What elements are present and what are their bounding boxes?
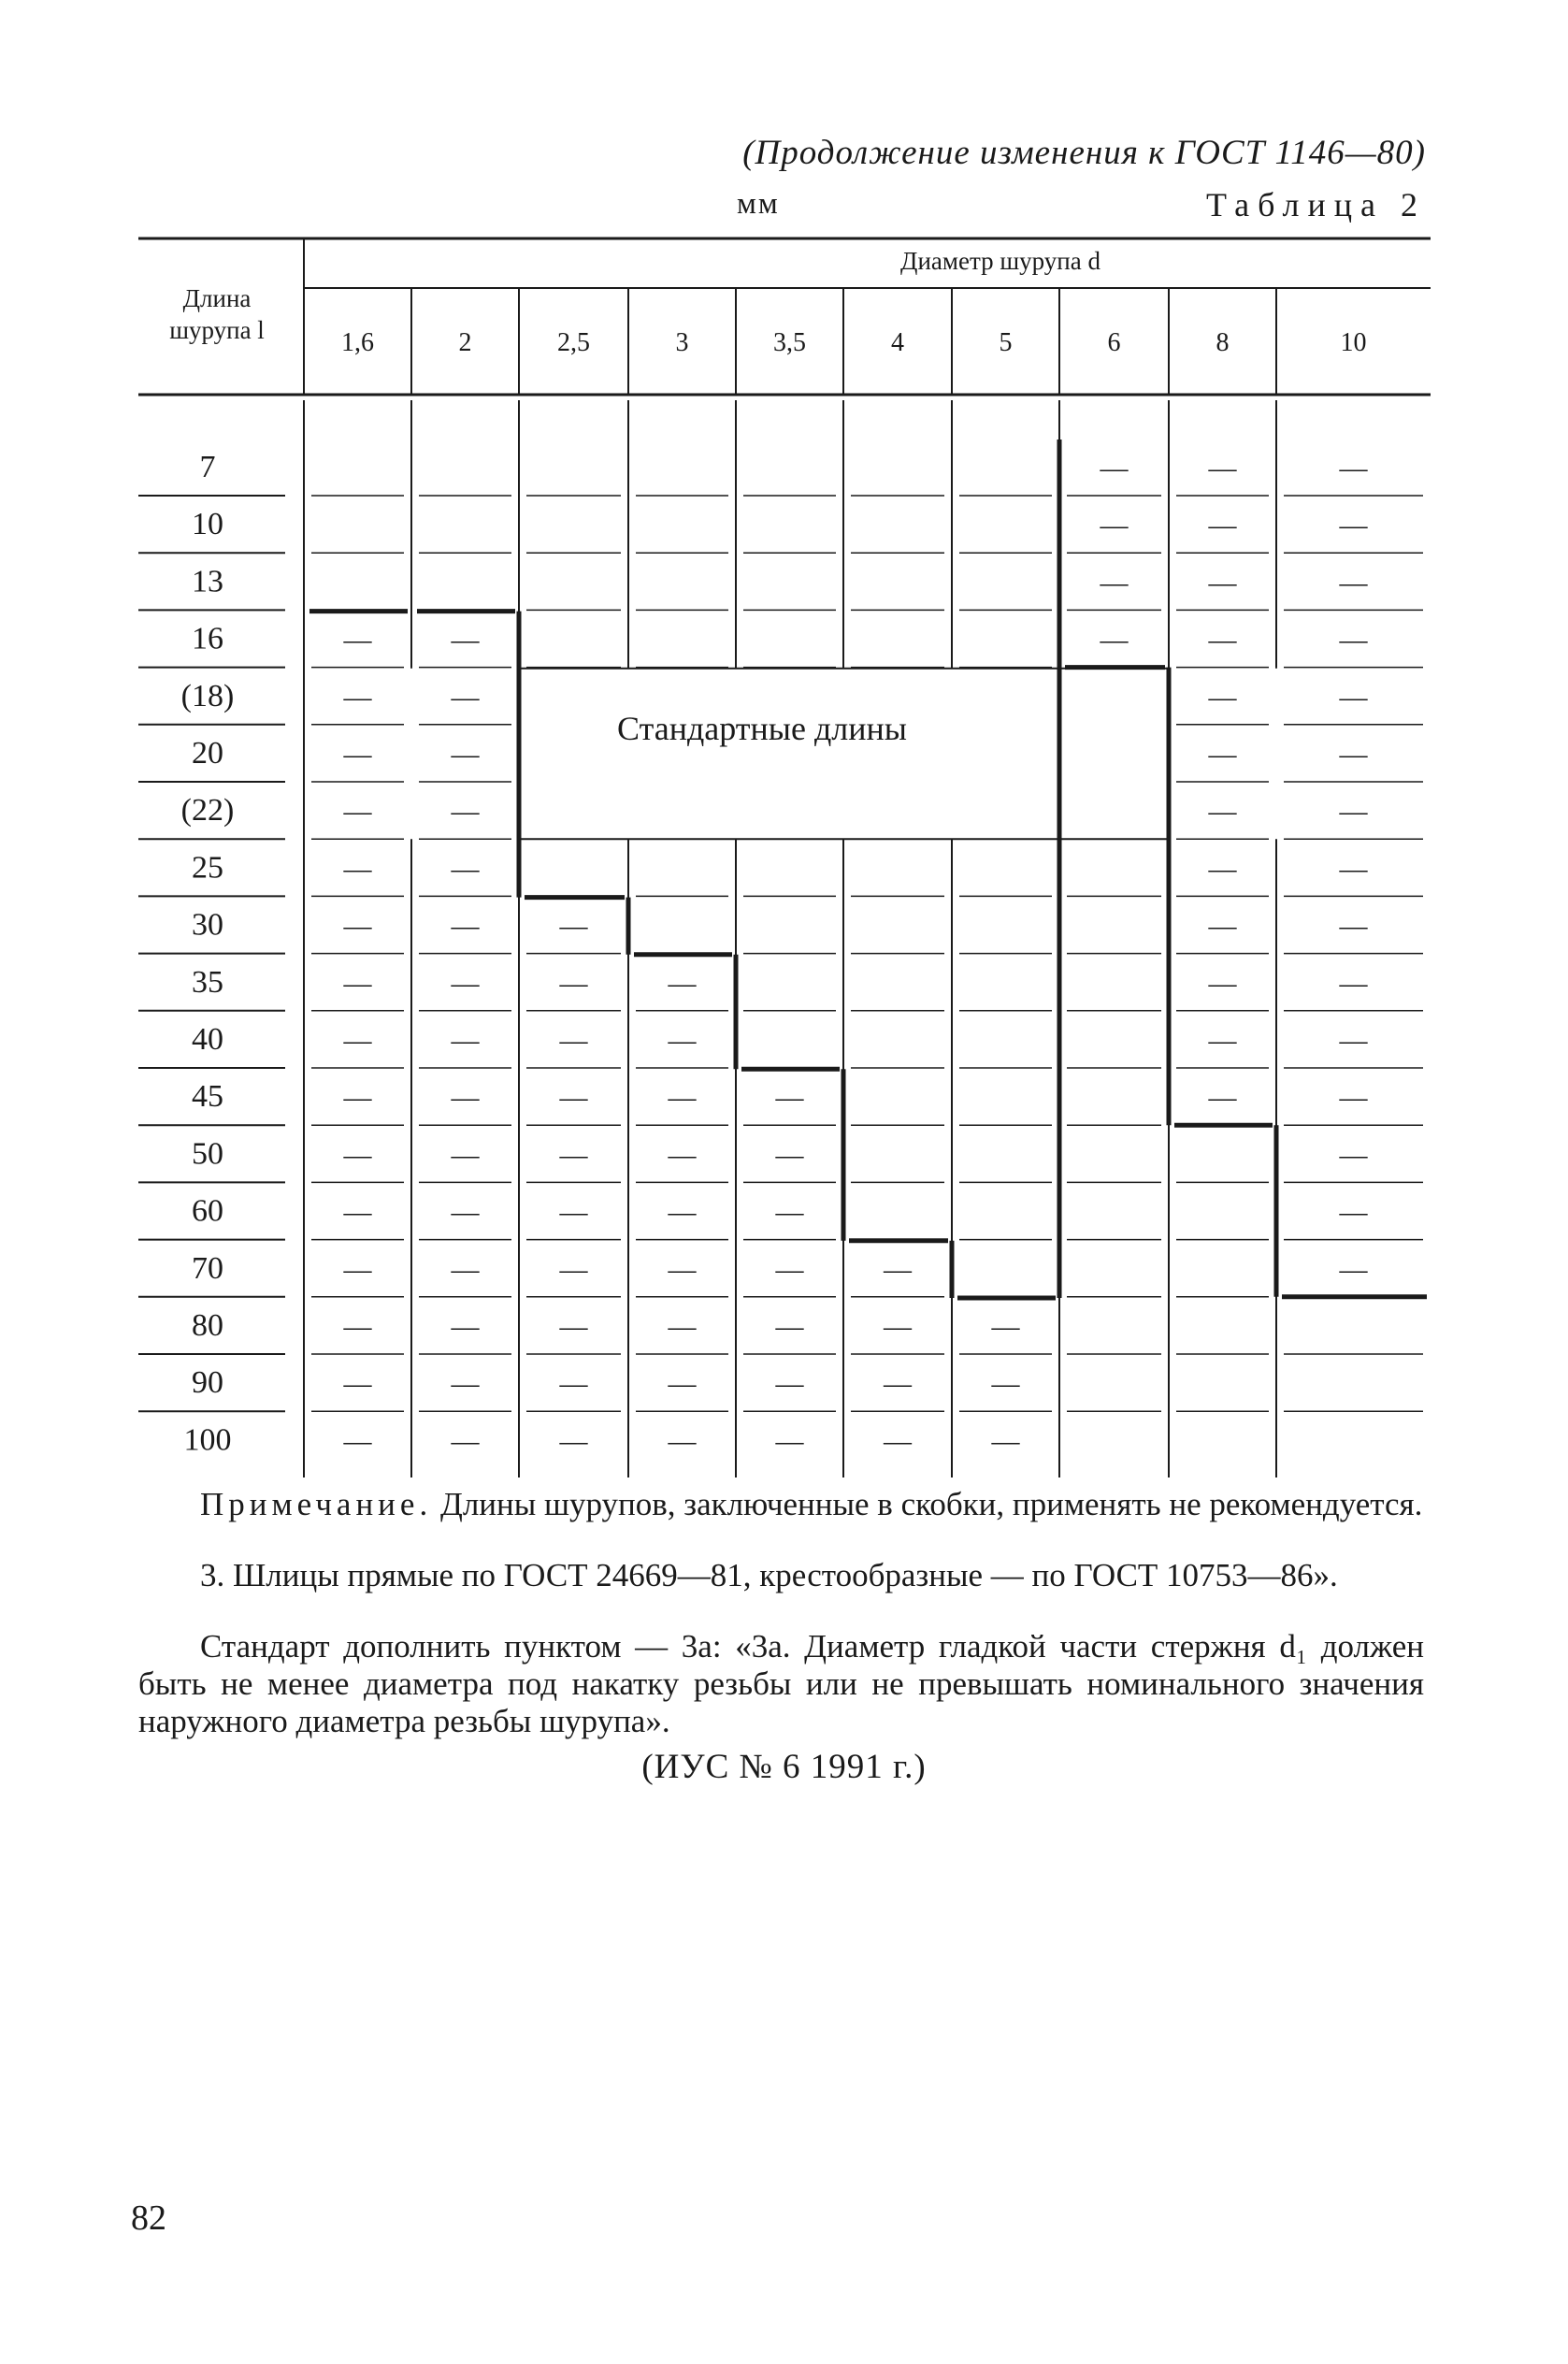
length-label: (22) [180, 793, 235, 829]
nonstandard-dash: — [775, 1425, 804, 1457]
nonstandard-dash: — [1100, 624, 1129, 656]
nonstandard-dash: — [559, 1311, 588, 1342]
nonstandard-dash: — [451, 1253, 480, 1285]
length-label: 80 [192, 1308, 223, 1343]
nonstandard-dash: — [1339, 624, 1368, 656]
nonstandard-dash: — [1339, 739, 1368, 770]
diameter-header-cell: 4 [891, 328, 904, 357]
nonstandard-dash: — [559, 1425, 588, 1457]
nonstandard-dash: — [451, 853, 480, 885]
table-number: Таблица 2 [1206, 186, 1426, 223]
length-header-line1: Длина [182, 284, 252, 312]
nonstandard-dash: — [1208, 453, 1237, 483]
nonstandard-dash: — [343, 853, 372, 885]
nonstandard-dash: — [1208, 510, 1237, 541]
nonstandard-dash: — [343, 1082, 372, 1114]
addition-text: Стандарт дополнить пунктом — 3а: «3а. Диаметр гладкой части стержня d₁ должен быть не менее диаметра под накатку резьбы или не превышать номинального значения наружного диаметра резьбы шурупа». [138, 1628, 1424, 1739]
nonstandard-dash: — [1339, 1253, 1368, 1285]
nonstandard-dash: — [451, 910, 480, 942]
nonstandard-dash: — [1339, 681, 1368, 713]
note-text: Длины шурупов, заключенные в скобки, применять не рекомендуется. [439, 1486, 1423, 1522]
nonstandard-dash: — [451, 1368, 480, 1400]
nonstandard-dash: — [1208, 853, 1237, 885]
nonstandard-dash: — [559, 910, 588, 942]
length-label: (18) [180, 678, 235, 714]
nonstandard-dash: — [1339, 1082, 1368, 1114]
nonstandard-dash: — [451, 1025, 480, 1056]
diameter-header-cell: 8 [1216, 328, 1230, 357]
nonstandard-dash: — [1339, 453, 1368, 483]
nonstandard-dash: — [775, 1368, 804, 1400]
nonstandard-dash: — [451, 1425, 480, 1457]
nonstandard-dash: — [343, 1253, 372, 1285]
nonstandard-dash: — [668, 1425, 697, 1457]
nonstandard-dash: — [1208, 796, 1237, 828]
nonstandard-dash: — [668, 967, 697, 999]
length-label: 7 [199, 450, 216, 484]
length-label: 20 [192, 736, 223, 771]
nonstandard-dash: — [1208, 624, 1237, 656]
length-label: 13 [192, 564, 223, 599]
note-label: Примечание. [200, 1486, 433, 1522]
nonstandard-dash: — [668, 1025, 697, 1056]
nonstandard-dash: — [559, 1025, 588, 1056]
nonstandard-dash: — [343, 681, 372, 713]
nonstandard-dash: — [991, 1368, 1020, 1400]
nonstandard-dash: — [668, 1368, 697, 1400]
nonstandard-dash: — [884, 1253, 912, 1285]
nonstandard-dash: — [1208, 1025, 1237, 1056]
ius-reference: (ИУС № 6 1991 г.) [641, 1748, 927, 1786]
length-label: 25 [192, 850, 223, 886]
nonstandard-dash: — [559, 1196, 588, 1228]
nonstandard-dash: — [451, 624, 480, 656]
nonstandard-dash: — [668, 1253, 697, 1285]
length-label: 40 [192, 1022, 223, 1057]
nonstandard-dash: — [451, 1082, 480, 1114]
nonstandard-dash: — [668, 1082, 697, 1114]
nonstandard-dash: — [1100, 567, 1129, 598]
diameter-header-cell: 6 [1107, 328, 1121, 357]
diameter-header-cell: 2,5 [557, 328, 590, 357]
length-label: 90 [192, 1365, 223, 1401]
nonstandard-dash: — [775, 1196, 804, 1228]
diameter-header-cell: 1,6 [341, 328, 374, 357]
nonstandard-dash: — [343, 739, 372, 770]
nonstandard-dash: — [559, 1368, 588, 1400]
nonstandard-dash: — [1339, 1025, 1368, 1056]
length-label: 50 [192, 1136, 223, 1172]
unit-label: мм [737, 187, 780, 221]
nonstandard-dash: — [343, 796, 372, 828]
nonstandard-dash: — [1339, 1139, 1368, 1171]
page-number: 82 [131, 2198, 166, 2238]
nonstandard-dash: — [451, 967, 480, 999]
diameter-header-cell: 3 [675, 328, 689, 357]
length-label: 30 [192, 907, 223, 943]
table-note [138, 1486, 1424, 1523]
nonstandard-dash: — [668, 1196, 697, 1228]
continuation-header: (Продолжение изменения к ГОСТ 1146—80) [742, 134, 1426, 172]
nonstandard-dash: — [1339, 1196, 1368, 1228]
nonstandard-dash: — [775, 1139, 804, 1171]
nonstandard-dash: — [1208, 739, 1237, 770]
length-label: 16 [192, 621, 223, 656]
diameter-group-header: Диаметр шурупа d [900, 247, 1100, 275]
nonstandard-dash: — [1208, 681, 1237, 713]
nonstandard-dash: — [775, 1082, 804, 1114]
nonstandard-dash: — [1208, 910, 1237, 942]
nonstandard-dash: — [559, 1082, 588, 1114]
nonstandard-dash: — [884, 1425, 912, 1457]
nonstandard-dash: — [343, 1139, 372, 1171]
nonstandard-dash: — [451, 796, 480, 828]
addition-paragraph [138, 1628, 1424, 1740]
nonstandard-dash: — [343, 1425, 372, 1457]
nonstandard-dash: — [1339, 853, 1368, 885]
nonstandard-dash: — [1100, 453, 1129, 483]
diameter-header-cell: 3,5 [773, 328, 806, 357]
nonstandard-dash: — [451, 1311, 480, 1342]
diameter-header-cell: 2 [458, 328, 472, 357]
nonstandard-dash: — [668, 1139, 697, 1171]
nonstandard-dash: — [1208, 967, 1237, 999]
nonstandard-dash: — [343, 967, 372, 999]
nonstandard-dash: — [884, 1368, 912, 1400]
length-label: 10 [192, 507, 223, 542]
length-label: 60 [192, 1193, 223, 1229]
nonstandard-dash: — [343, 910, 372, 942]
nonstandard-dash: — [775, 1253, 804, 1285]
length-header-line2: шурупа l [169, 316, 265, 344]
diameter-header-cell: 10 [1340, 328, 1367, 357]
nonstandard-dash: — [451, 1139, 480, 1171]
item-3 [138, 1557, 1424, 1594]
nonstandard-dash: — [343, 624, 372, 656]
nonstandard-dash: — [668, 1311, 697, 1342]
nonstandard-dash: — [559, 1139, 588, 1171]
nonstandard-dash: — [343, 1368, 372, 1400]
nonstandard-dash: — [343, 1025, 372, 1056]
length-label: 70 [192, 1250, 223, 1286]
nonstandard-dash: — [884, 1311, 912, 1342]
nonstandard-dash: — [991, 1425, 1020, 1457]
nonstandard-dash: — [1208, 1082, 1237, 1114]
standard-lengths-label: Стандартные длины [617, 710, 907, 747]
nonstandard-dash: — [1339, 796, 1368, 828]
nonstandard-dash: — [451, 681, 480, 713]
nonstandard-dash: — [1339, 567, 1368, 598]
nonstandard-dash: — [559, 967, 588, 999]
nonstandard-dash: — [343, 1311, 372, 1342]
nonstandard-dash: — [1339, 910, 1368, 942]
nonstandard-dash: — [1208, 567, 1237, 598]
nonstandard-dash: — [451, 1196, 480, 1228]
length-label: 100 [183, 1422, 232, 1458]
nonstandard-dash: — [1100, 510, 1129, 541]
nonstandard-dash: — [775, 1311, 804, 1342]
nonstandard-dash: — [451, 739, 480, 770]
length-label: 35 [192, 964, 223, 1000]
diameter-header-cell: 5 [999, 328, 1013, 357]
nonstandard-dash: — [1339, 510, 1368, 541]
nonstandard-dash: — [343, 1196, 372, 1228]
item-3-text: 3. Шлицы прямые по ГОСТ 24669—81, крестообразные — по ГОСТ 10753—86». [200, 1557, 1338, 1593]
length-label: 45 [192, 1079, 223, 1115]
nonstandard-dash: — [991, 1311, 1020, 1342]
nonstandard-dash: — [1339, 967, 1368, 999]
nonstandard-dash: — [559, 1253, 588, 1285]
